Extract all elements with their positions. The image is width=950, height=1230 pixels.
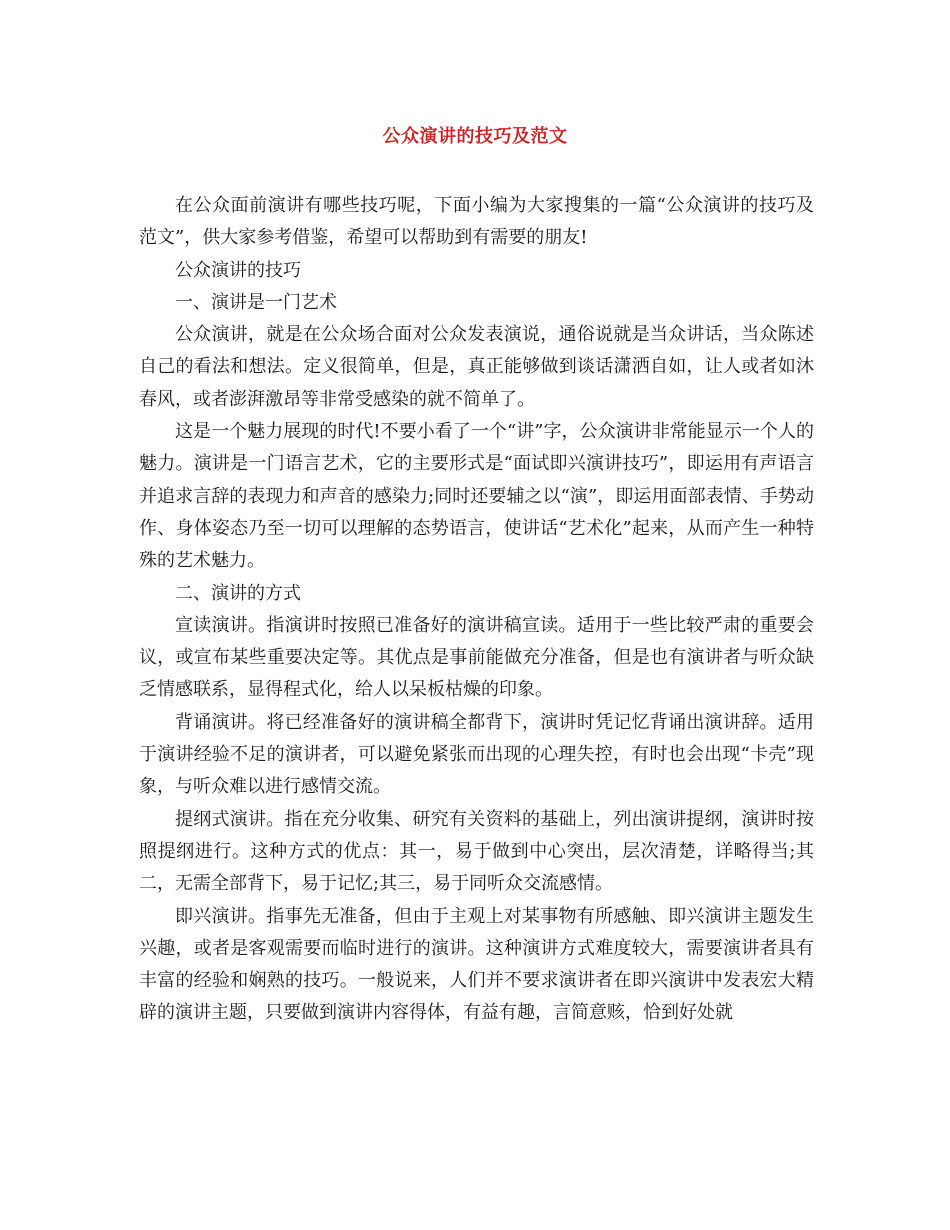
intro-paragraph: 在公众面前演讲有哪些技巧呢，下面小编为大家搜集的一篇“公众演讲的技巧及范文”，供大家参考借鉴，希望可以帮助到有需要的朋友! xyxy=(139,195,814,249)
body-paragraph: 公众演讲，就是在公众场合面对公众发表演说，通俗说就是当众讲话，当众陈述自己的看法和想法。定义很简单，但是，真正能够做到谈话潇洒自如，让人或者如沐春风，或者澎湃激昂等非常受感染的就不简单了。 xyxy=(139,324,814,410)
body-paragraph: 即兴演讲。指事先无准备，但由于主观上对某事物有所感触、即兴演讲主题发生兴趣，或者是客观需要而临时进行的演讲。这种演讲方式难度较大，需要演讲者具有丰富的经验和娴熟的技巧。一般说来，人们并不要求演讲者在即兴演讲中发表宏大精辟的演讲主题，只要做到演讲内容得体，有益有趣，言简意赅，恰到好处就 xyxy=(139,905,814,1024)
body-paragraph: 这是一个魅力展现的时代!不要小看了一个“讲”字，公众演讲非常能显示一个人的魅力。演讲是一门语言艺术，它的主要形式是“面试即兴演讲技巧”，即运用有声语言并追求言辞的表现力和声音的感染力;同时还要辅之以“演”，即运用面部表情、手势动作、身体姿态乃至一切可以理解的态势语言，使讲话“艺术化”起来，从而产生一种特殊的艺术魅力。 xyxy=(139,421,814,572)
document-body xyxy=(139,190,814,1030)
body-paragraph: 提纲式演讲。指在充分收集、研究有关资料的基础上，列出演讲提纲，演讲时按照提纲进行。这种方式的优点：其一，易于做到中心突出，层次清楚，详略得当;其二，无需全部背下，易于记忆;其三，易于同听众交流感情。 xyxy=(139,808,814,895)
document-title: 公众演讲的技巧及范文 xyxy=(382,126,568,147)
subsection-heading: 二、演讲的方式 xyxy=(175,582,301,604)
body-paragraph: 宣读演讲。指演讲时按照已准备好的演讲稿宣读。适用于一些比较严肃的重要会议，或宣布某些重要决定等。其优点是事前能做充分准备，但是也有演讲者与听众缺乏情感联系，显得程式化，给人以呆板枯燥的印象。 xyxy=(139,614,814,701)
body-paragraph: 背诵演讲。将已经准备好的演讲稿全都背下，演讲时凭记忆背诵出演讲辞。适用于演讲经验不足的演讲者，可以避免紧张而出现的心理失控，有时也会出现“卡壳”现象，与听众难以进行感情交流。 xyxy=(139,711,814,798)
subsection-heading: 一、演讲是一门艺术 xyxy=(175,291,337,313)
section-heading: 公众演讲的技巧 xyxy=(175,259,301,281)
